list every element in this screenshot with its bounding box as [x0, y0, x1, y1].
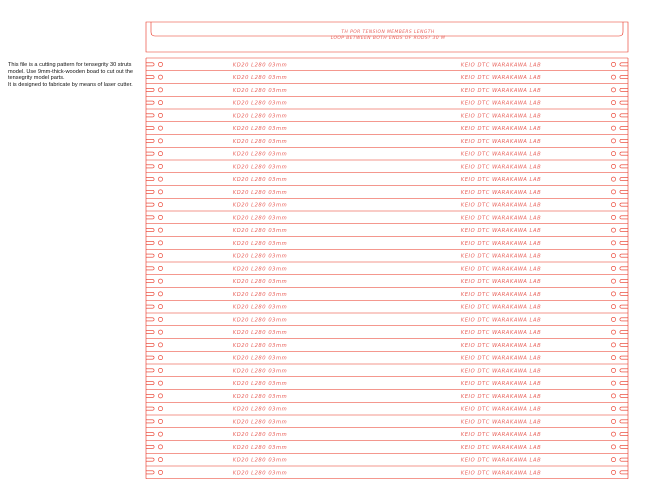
strut-label-lab: KEIO DTC WARAKAWA LAB	[460, 457, 542, 464]
strut-hole-left	[158, 445, 162, 449]
strut-slot-right	[620, 394, 628, 397]
strut-hole-left	[158, 113, 162, 117]
strut-slot-left	[146, 394, 154, 397]
strut-hole-right	[611, 190, 615, 194]
strut-slot-right	[620, 101, 628, 104]
strut-label-spec: KD20 L280 03mm	[232, 202, 288, 209]
strut-hole-right	[611, 279, 615, 283]
header-template-piece	[146, 22, 628, 52]
strut-slot-right	[620, 445, 628, 448]
strut-slot-right	[620, 343, 628, 346]
strut-label-spec: KD20 L280 03mm	[232, 253, 288, 260]
strut-hole-left	[158, 407, 162, 411]
strut-hole-right	[611, 266, 615, 270]
strut-hole-right	[611, 381, 615, 385]
strut-hole-right	[611, 445, 615, 449]
strut-slot-left	[146, 229, 154, 232]
strut-label-lab: KEIO DTC WARAKAWA LAB	[460, 138, 542, 145]
strut-hole-right	[611, 113, 615, 117]
strut-hole-left	[158, 254, 162, 258]
strut-hole-left	[158, 228, 162, 232]
strut-slot-left	[146, 88, 154, 91]
strut-label-spec: KD20 L280 03mm	[232, 151, 288, 158]
strut-label-spec: KD20 L280 03mm	[232, 291, 288, 298]
strut-label-lab: KEIO DTC WARAKAWA LAB	[460, 253, 542, 260]
strut-slot-left	[146, 254, 154, 257]
strut-hole-left	[158, 88, 162, 92]
strut-hole-left	[158, 139, 162, 143]
strut-label-lab: KEIO DTC WARAKAWA LAB	[460, 355, 542, 362]
strut-slot-right	[620, 178, 628, 181]
strut-label-spec: KD20 L280 03mm	[232, 62, 288, 69]
strut-hole-left	[158, 356, 162, 360]
strut-slot-right	[620, 190, 628, 193]
strut-slot-right	[620, 267, 628, 270]
strut-slot-right	[620, 241, 628, 244]
strut-hole-left	[158, 330, 162, 334]
strut-hole-right	[611, 228, 615, 232]
strut-label-lab: KEIO DTC WARAKAWA LAB	[460, 381, 542, 388]
strut-hole-right	[611, 215, 615, 219]
strut-label-lab: KEIO DTC WARAKAWA LAB	[460, 279, 542, 286]
strut-hole-left	[158, 419, 162, 423]
strut-slot-right	[620, 165, 628, 168]
strut-slot-right	[620, 369, 628, 372]
strut-hole-right	[611, 139, 615, 143]
strut-slot-left	[146, 356, 154, 359]
strut-slot-right	[620, 127, 628, 130]
strut-hole-left	[158, 458, 162, 462]
strut-slot-left	[146, 305, 154, 308]
strut-label-lab: KEIO DTC WARAKAWA LAB	[460, 266, 542, 273]
strut-label-lab: KEIO DTC WARAKAWA LAB	[460, 342, 542, 349]
strut-slot-right	[620, 280, 628, 283]
strut-slot-left	[146, 203, 154, 206]
strut-slot-left	[146, 471, 154, 474]
strut-hole-right	[611, 432, 615, 436]
strut-hole-left	[158, 381, 162, 385]
strut-label-spec: KD20 L280 03mm	[232, 138, 288, 145]
strut-label-spec: KD20 L280 03mm	[232, 100, 288, 107]
strut-slot-left	[146, 343, 154, 346]
strut-hole-right	[611, 330, 615, 334]
strut-hole-right	[611, 152, 615, 156]
strut-slot-left	[146, 318, 154, 321]
strut-hole-left	[158, 203, 162, 207]
header-title-line1: TH POR TENSION MEMBERS LENGTH	[341, 30, 435, 35]
strut-slot-right	[620, 331, 628, 334]
description-line: It is designed to fabricate by means of laser cutter.	[8, 81, 133, 88]
strut-slot-right	[620, 152, 628, 155]
strut-slot-right	[620, 88, 628, 91]
strut-label-spec: KD20 L280 03mm	[232, 368, 288, 375]
strut-hole-right	[611, 101, 615, 105]
strut-hole-right	[611, 203, 615, 207]
strut-label-lab: KEIO DTC WARAKAWA LAB	[460, 164, 542, 171]
strut-hole-right	[611, 305, 615, 309]
strut-hole-left	[158, 75, 162, 79]
strut-hole-left	[158, 101, 162, 105]
strut-label-lab: KEIO DTC WARAKAWA LAB	[460, 419, 542, 426]
strut-label-spec: KD20 L280 03mm	[232, 177, 288, 184]
strut-strip-list	[146, 58, 628, 479]
strut-slot-left	[146, 216, 154, 219]
strut-slot-left	[146, 127, 154, 130]
strut-label-lab: KEIO DTC WARAKAWA LAB	[460, 368, 542, 375]
strut-hole-right	[611, 177, 615, 181]
strut-label-spec: KD20 L280 03mm	[232, 266, 288, 273]
strut-label-spec: KD20 L280 03mm	[232, 381, 288, 388]
strut-hole-right	[611, 419, 615, 423]
strut-slot-left	[146, 369, 154, 372]
strut-label-lab: KEIO DTC WARAKAWA LAB	[460, 240, 542, 247]
strut-hole-left	[158, 152, 162, 156]
strut-label-lab: KEIO DTC WARAKAWA LAB	[460, 87, 542, 94]
strut-hole-left	[158, 432, 162, 436]
strut-label-lab: KEIO DTC WARAKAWA LAB	[460, 151, 542, 158]
strut-slot-right	[620, 458, 628, 461]
strut-hole-right	[611, 62, 615, 66]
strut-label-lab: KEIO DTC WARAKAWA LAB	[460, 113, 542, 120]
strut-slot-left	[146, 178, 154, 181]
strut-label-spec: KD20 L280 03mm	[232, 228, 288, 235]
strut-label-spec: KD20 L280 03mm	[232, 330, 288, 337]
strut-label-spec: KD20 L280 03mm	[232, 87, 288, 94]
strut-slot-right	[620, 203, 628, 206]
strut-slot-left	[146, 280, 154, 283]
strut-slot-left	[146, 241, 154, 244]
strut-slot-right	[620, 63, 628, 66]
strut-label-spec: KD20 L280 03mm	[232, 240, 288, 247]
strut-hole-right	[611, 317, 615, 321]
strut-slot-right	[620, 407, 628, 410]
strut-slot-left	[146, 152, 154, 155]
strut-label-spec: KD20 L280 03mm	[232, 317, 288, 324]
strut-slot-right	[620, 139, 628, 142]
strut-label-lab: KEIO DTC WARAKAWA LAB	[460, 62, 542, 69]
strut-hole-left	[158, 368, 162, 372]
strut-label-lab: KEIO DTC WARAKAWA LAB	[460, 215, 542, 222]
strut-hole-right	[611, 164, 615, 168]
strut-slot-left	[146, 76, 154, 79]
strut-label-lab: KEIO DTC WARAKAWA LAB	[460, 406, 542, 413]
strut-slot-left	[146, 267, 154, 270]
strut-slot-right	[620, 229, 628, 232]
description-line: This file is a cutting pattern for tensegrity 30 struts model. Use 9mm-thick-wooden boad to cut out the tensegrity model parts.	[8, 62, 133, 82]
strut-label-lab: KEIO DTC WARAKAWA LAB	[460, 444, 542, 451]
strut-hole-right	[611, 88, 615, 92]
strut-slot-left	[146, 445, 154, 448]
strut-slot-right	[620, 382, 628, 385]
strut-slot-left	[146, 407, 154, 410]
strut-label-spec: KD20 L280 03mm	[232, 419, 288, 426]
strut-hole-left	[158, 164, 162, 168]
strut-label-spec: KD20 L280 03mm	[232, 126, 288, 133]
strut-hole-right	[611, 75, 615, 79]
strut-hole-left	[158, 279, 162, 283]
strut-slot-left	[146, 433, 154, 436]
strut-slot-right	[620, 318, 628, 321]
strut-hole-right	[611, 356, 615, 360]
strut-hole-left	[158, 470, 162, 474]
strut-label-lab: KEIO DTC WARAKAWA LAB	[460, 317, 542, 324]
strut-label-spec: KD20 L280 03mm	[232, 470, 288, 477]
strut-hole-left	[158, 126, 162, 130]
strut-hole-right	[611, 470, 615, 474]
strut-slot-right	[620, 356, 628, 359]
strut-slot-right	[620, 305, 628, 308]
strut-slot-right	[620, 420, 628, 423]
strut-hole-left	[158, 215, 162, 219]
strut-label-lab: KEIO DTC WARAKAWA LAB	[460, 126, 542, 133]
strut-hole-left	[158, 343, 162, 347]
strut-slot-right	[620, 114, 628, 117]
strut-label-spec: KD20 L280 03mm	[232, 355, 288, 362]
strut-slot-left	[146, 114, 154, 117]
strut-hole-left	[158, 305, 162, 309]
strut-slot-right	[620, 254, 628, 257]
strut-label-lab: KEIO DTC WARAKAWA LAB	[460, 330, 542, 337]
strut-label-spec: KD20 L280 03mm	[232, 432, 288, 439]
strut-label-spec: KD20 L280 03mm	[232, 457, 288, 464]
strut-label-lab: KEIO DTC WARAKAWA LAB	[460, 100, 542, 107]
strut-slot-right	[620, 76, 628, 79]
strut-slot-left	[146, 331, 154, 334]
strut-slot-left	[146, 190, 154, 193]
strut-label-lab: KEIO DTC WARAKAWA LAB	[460, 432, 542, 439]
strut-label-lab: KEIO DTC WARAKAWA LAB	[460, 228, 542, 235]
strut-hole-right	[611, 241, 615, 245]
strut-slot-left	[146, 458, 154, 461]
strut-label-spec: KD20 L280 03mm	[232, 189, 288, 196]
strut-hole-right	[611, 343, 615, 347]
strut-label-lab: KEIO DTC WARAKAWA LAB	[460, 189, 542, 196]
strut-hole-right	[611, 394, 615, 398]
strut-hole-right	[611, 254, 615, 258]
strut-label-lab: KEIO DTC WARAKAWA LAB	[460, 75, 542, 82]
strut-slot-left	[146, 292, 154, 295]
strut-hole-left	[158, 394, 162, 398]
strut-label-lab: KEIO DTC WARAKAWA LAB	[460, 393, 542, 400]
strut-slot-right	[620, 433, 628, 436]
strut-label-spec: KD20 L280 03mm	[232, 406, 288, 413]
strut-hole-left	[158, 62, 162, 66]
strut-slot-left	[146, 63, 154, 66]
strut-label-spec: KD20 L280 03mm	[232, 75, 288, 82]
strut-label-lab: KEIO DTC WARAKAWA LAB	[460, 177, 542, 184]
strut-hole-left	[158, 292, 162, 296]
strut-slot-right	[620, 471, 628, 474]
strut-slot-right	[620, 216, 628, 219]
strut-slot-left	[146, 382, 154, 385]
strut-label-spec: KD20 L280 03mm	[232, 393, 288, 400]
strut-label-spec: KD20 L280 03mm	[232, 164, 288, 171]
strut-label-spec: KD20 L280 03mm	[232, 215, 288, 222]
strut-label-spec: KD20 L280 03mm	[232, 304, 288, 311]
strut-hole-left	[158, 241, 162, 245]
strut-hole-right	[611, 458, 615, 462]
strut-label-spec: KD20 L280 03mm	[232, 342, 288, 349]
strut-hole-left	[158, 266, 162, 270]
strut-slot-left	[146, 139, 154, 142]
strut-label-lab: KEIO DTC WARAKAWA LAB	[460, 202, 542, 209]
strut-label-lab: KEIO DTC WARAKAWA LAB	[460, 291, 542, 298]
strut-label-lab: KEIO DTC WARAKAWA LAB	[460, 304, 542, 311]
strut-label-spec: KD20 L280 03mm	[232, 113, 288, 120]
strut-hole-right	[611, 407, 615, 411]
strut-hole-right	[611, 292, 615, 296]
strut-hole-left	[158, 190, 162, 194]
header-title-line2: LOOP BETWEEN BOTH ENDS OF RODS? 30 M	[330, 36, 446, 41]
strut-slot-left	[146, 420, 154, 423]
strut-label-spec: KD20 L280 03mm	[232, 444, 288, 451]
strut-slot-left	[146, 101, 154, 104]
strut-hole-left	[158, 317, 162, 321]
strut-hole-right	[611, 368, 615, 372]
strut-hole-right	[611, 126, 615, 130]
strut-label-lab: KEIO DTC WARAKAWA LAB	[460, 470, 542, 477]
strut-label-spec: KD20 L280 03mm	[232, 279, 288, 286]
strut-slot-left	[146, 165, 154, 168]
strut-slot-right	[620, 292, 628, 295]
strut-hole-left	[158, 177, 162, 181]
